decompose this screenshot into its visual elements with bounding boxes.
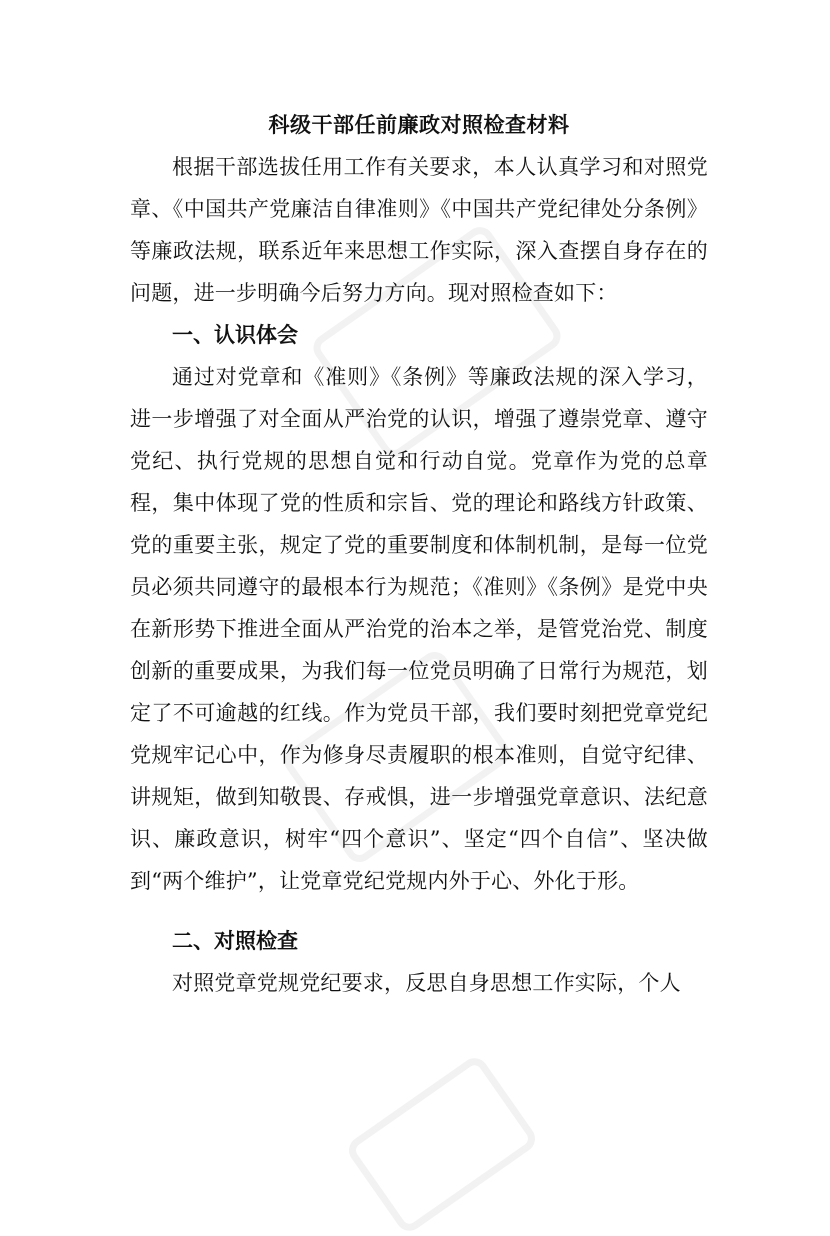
section-heading-understanding: 一、认识体会 [172, 322, 298, 347]
document-title: 科级干部任前廉政对照检查材料 [268, 112, 570, 137]
section-heading-self-check: 二、对照检查 [172, 928, 298, 953]
watermark-stamp [344, 1053, 541, 1236]
document-body [130, 105, 708, 1004]
intro-paragraph: 根据干部选拔任用工作有关要求，本人认真学习和对照党章、《中国共产党廉洁自律准则》《中国共产党纪律处分条例》等廉政法规，联系近年来思想工作实际，深入查摆自身存在的问题，进一步明确今后努力方向。现对照检查如下： [130, 155, 708, 305]
section-body-understanding: 通过对党章和《准则》《条例》等廉政法规的深入学习，进一步增强了对全面从严治党的认识，增强了遵崇党章、遵守党纪、执行党规的思想自觉和行动自觉。党章作为党的总章程，集中体现了党的性质和宗旨、党的理论和路线方针政策、党的重要主张，规定了党的重要制度和体制机制，是每一位党员必须共同遵守的最根本行为规范；《准则》《条例》是党中央在新形势下推进全面从严治党的治本之举，是管党治党、制度创新的重要成果，为我们每一位党员明确了日常行为规范，划定了不可逾越的红线。作为党员干部，我们要时刻把党章党纪党规牢记心中，作为修身尽责履职的根本准则，自觉守纪律、讲规矩，做到知敬畏、存戒惧，进一步增强党章意识、法纪意识、廉政意识，树牢“四个意识”、坚定“四个自信”、坚决做到“两个维护”，让党章党纪党规内外于心、外化于形。 [130, 365, 708, 893]
section-body-self-check: 对照党章党规党纪要求，反思自身思想工作实际，个人 [172, 971, 681, 995]
